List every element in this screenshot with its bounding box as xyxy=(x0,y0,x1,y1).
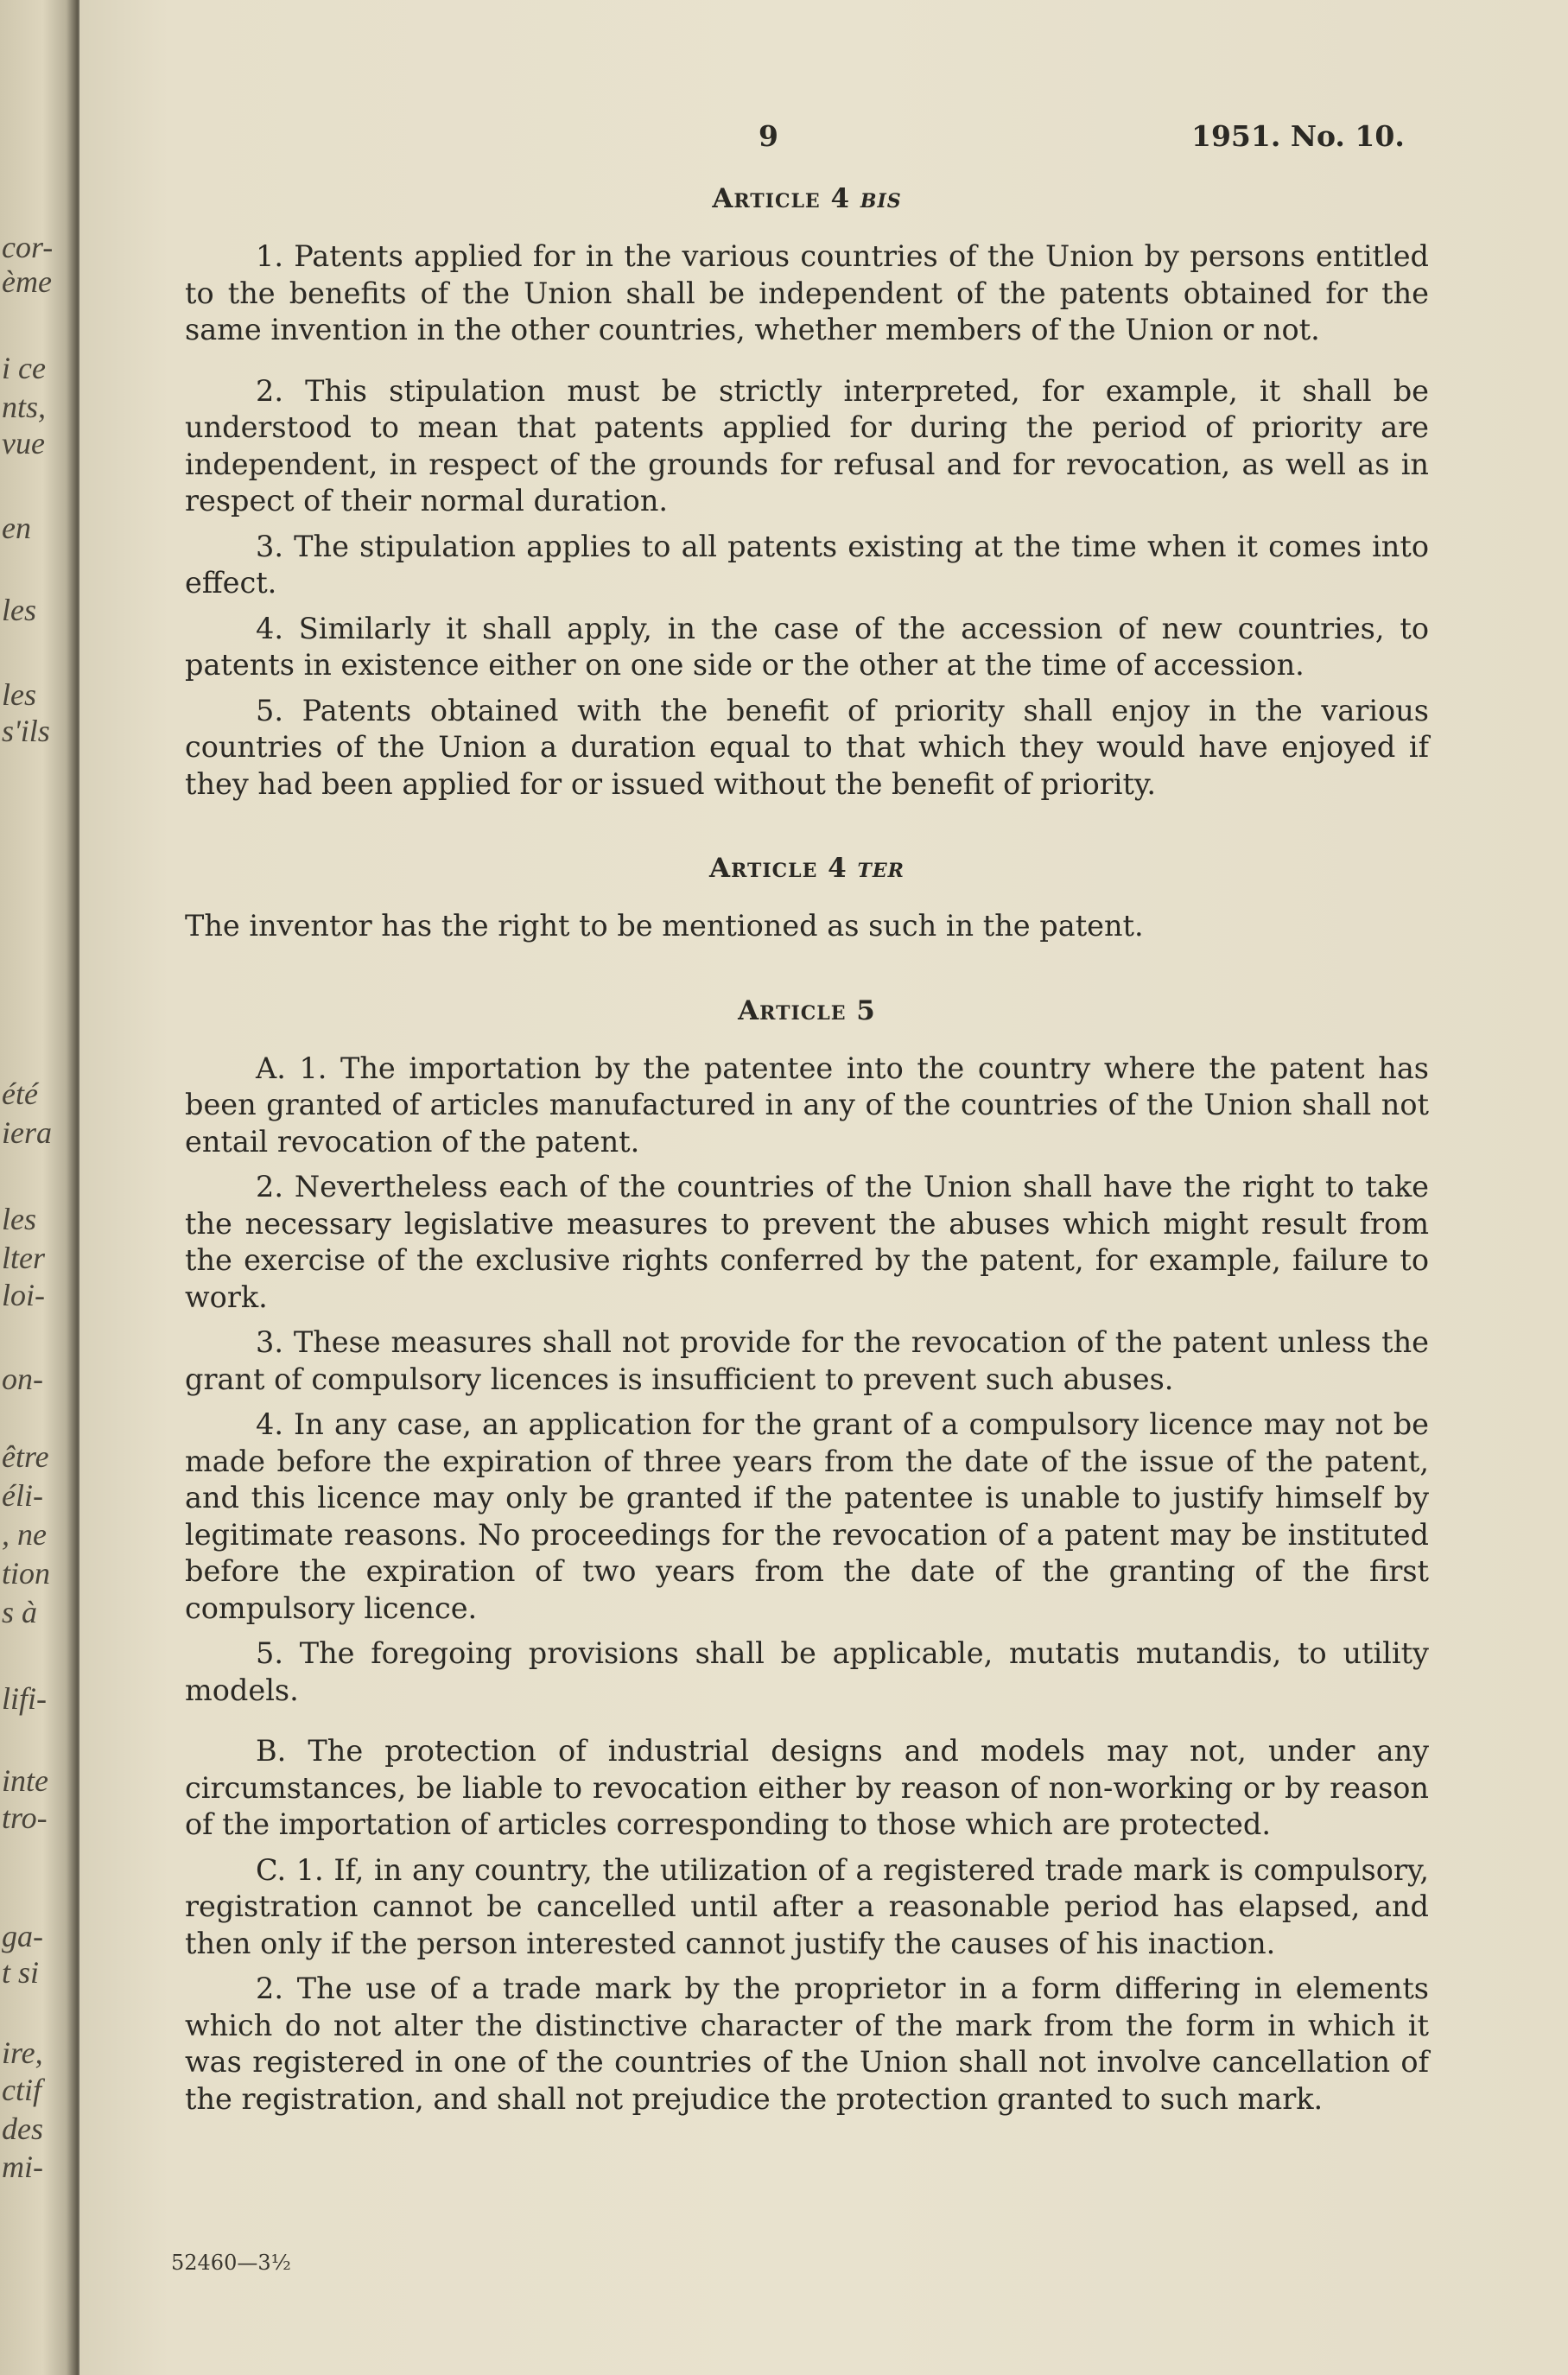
facing-page-fragment: iera xyxy=(2,1115,52,1150)
facing-page-fragment: ire, xyxy=(2,2035,43,2070)
paragraph: 2. Nevertheless each of the countries of the Union shall have the right to take the necessary legislative measures to prevent the abuses which might result from the exercise of the exclusive rights conferred by the patent, for example, failure to work. xyxy=(185,1170,1429,1314)
facing-page-fragment: éli- xyxy=(2,1478,43,1513)
article-heading xyxy=(185,995,1429,1026)
page-header xyxy=(79,119,1568,162)
facing-page-edge xyxy=(0,0,78,2375)
paragraph: The inventor has the right to be mentioned as such in the patent. xyxy=(185,909,1144,943)
paragraph: 4. In any case, an application for the grant of a compulsory licence may not be made before the expiration of three years from the date of the issue of the patent, and this licence may only be granted if the patentee is unable to justify himself by legitimate reasons. No proceedings for the revocation of a patent may be instituted before the expiration of two years from the date of the granting of the first compulsory licence. xyxy=(185,1407,1429,1625)
paragraph: 3. These measures shall not provide for the revocation of the patent unless the grant of compulsory licences is insufficient to prevent such abuses. xyxy=(185,1325,1429,1396)
printer-code: 52460—3½ xyxy=(171,2251,291,2275)
facing-page-fragment: en xyxy=(2,511,31,545)
facing-page-fragment: les xyxy=(2,677,36,712)
facing-page-fragment: tro- xyxy=(2,1800,48,1835)
paragraph: 2. This stipulation must be strictly interpreted, for example, it shall be understood to mean that patents applied for during the period of priority are independent, in respect of the grounds for refusal and for revocation, as well as in respect of their normal duration. xyxy=(185,373,1429,518)
facing-page-fragment: été xyxy=(2,1076,38,1111)
facing-page-fragment: être xyxy=(2,1439,49,1474)
facing-page-fragment: s'ils xyxy=(2,714,50,748)
facing-page-fragment: i ce xyxy=(2,351,46,385)
document-page xyxy=(79,0,1568,2375)
paragraph: 1. Patents applied for in the various countries of the Union by persons entitled to the benefits of the Union shall be independent of the patents obtained for the same invention in the other countries, whether members of the Union or not. xyxy=(185,239,1429,346)
article-heading xyxy=(185,853,1429,884)
paragraph: 2. The use of a trade mark by the proprietor in a form differing in elements which do not alter the distinctive character of the mark from the form in which it was registered in one of the countries of the Union shall not involve cancellation of the registration, and shall not prejudice the protection granted to such mark. xyxy=(185,1972,1429,2116)
facing-page-fragment: mi- xyxy=(2,2150,43,2184)
facing-page-fragment: , ne xyxy=(2,1517,47,1552)
facing-page-fragment: lter xyxy=(2,1241,45,1275)
facing-page-fragment: des xyxy=(2,2111,43,2146)
facing-page-fragment: ème xyxy=(2,264,52,299)
paragraph: 5. Patents obtained with the benefit of priority shall enjoy in the various countries of the Union a duration equal to that which they would have enjoyed if they had been applied for or issued without the benefit of priority. xyxy=(185,693,1429,801)
article-heading-text: Article 4 xyxy=(712,183,851,214)
paragraph: 4. Similarly it shall apply, in the case of the accession of new countries, to patents in existence either on one side or the other at the time of accession. xyxy=(185,611,1429,682)
facing-page-fragment: tion xyxy=(2,1556,51,1591)
page-number: 9 xyxy=(759,119,778,153)
facing-page-fragment: ctif xyxy=(2,2073,41,2107)
facing-page-fragment: s à xyxy=(2,1595,38,1629)
facing-page-fragment: loi- xyxy=(2,1278,45,1312)
paragraph: 3. The stipulation applies to all patents existing at the time when it comes into effect. xyxy=(185,529,1429,600)
facing-page-fragment: lifi- xyxy=(2,1681,47,1716)
facing-page-fragment: on- xyxy=(2,1362,43,1396)
facing-page-fragment: cor- xyxy=(2,230,54,264)
article-heading-text: Article 4 xyxy=(709,853,847,884)
article-heading-suffix: bis xyxy=(860,183,902,214)
paragraph: A. 1. The importation by the patentee into the country where the patent has been granted of articles manufactured in any of the countries of the Union shall not entail revocation of the patent. xyxy=(185,1051,1429,1159)
paragraph: C. 1. If, in any country, the utilization of a registered trade mark is compulsory, registration cannot be cancelled until after a reasonable period has elapsed, and then only if the person interested cannot justify the causes of his inaction. xyxy=(185,1852,1429,1960)
paragraph: B. The protection of industrial designs and models may not, under any circumstances, be liable to revocation either by reason of non-working or by reason of the importation of articles corresponding to those which are protected. xyxy=(185,1734,1429,1841)
paragraph: 5. The foregoing provisions shall be applicable, mutatis mutandis, to utility models. xyxy=(185,1636,1429,1707)
article-heading-suffix: ter xyxy=(857,853,905,884)
article-heading xyxy=(185,183,1429,214)
facing-page-fragment: nts, xyxy=(2,390,47,424)
facing-page-fragment: ga- xyxy=(2,1919,43,1953)
document-body xyxy=(185,183,1429,2118)
facing-page-fragment: t si xyxy=(2,1955,40,1990)
facing-page-fragment: inte xyxy=(2,1763,48,1798)
article-heading-text: Article 5 xyxy=(738,994,876,1026)
facing-page-fragment: les xyxy=(2,1202,36,1236)
facing-page-fragment: vue xyxy=(2,426,45,460)
facing-page-fragment: les xyxy=(2,593,36,627)
issue-label: 1951. No. 10. xyxy=(1191,119,1405,153)
